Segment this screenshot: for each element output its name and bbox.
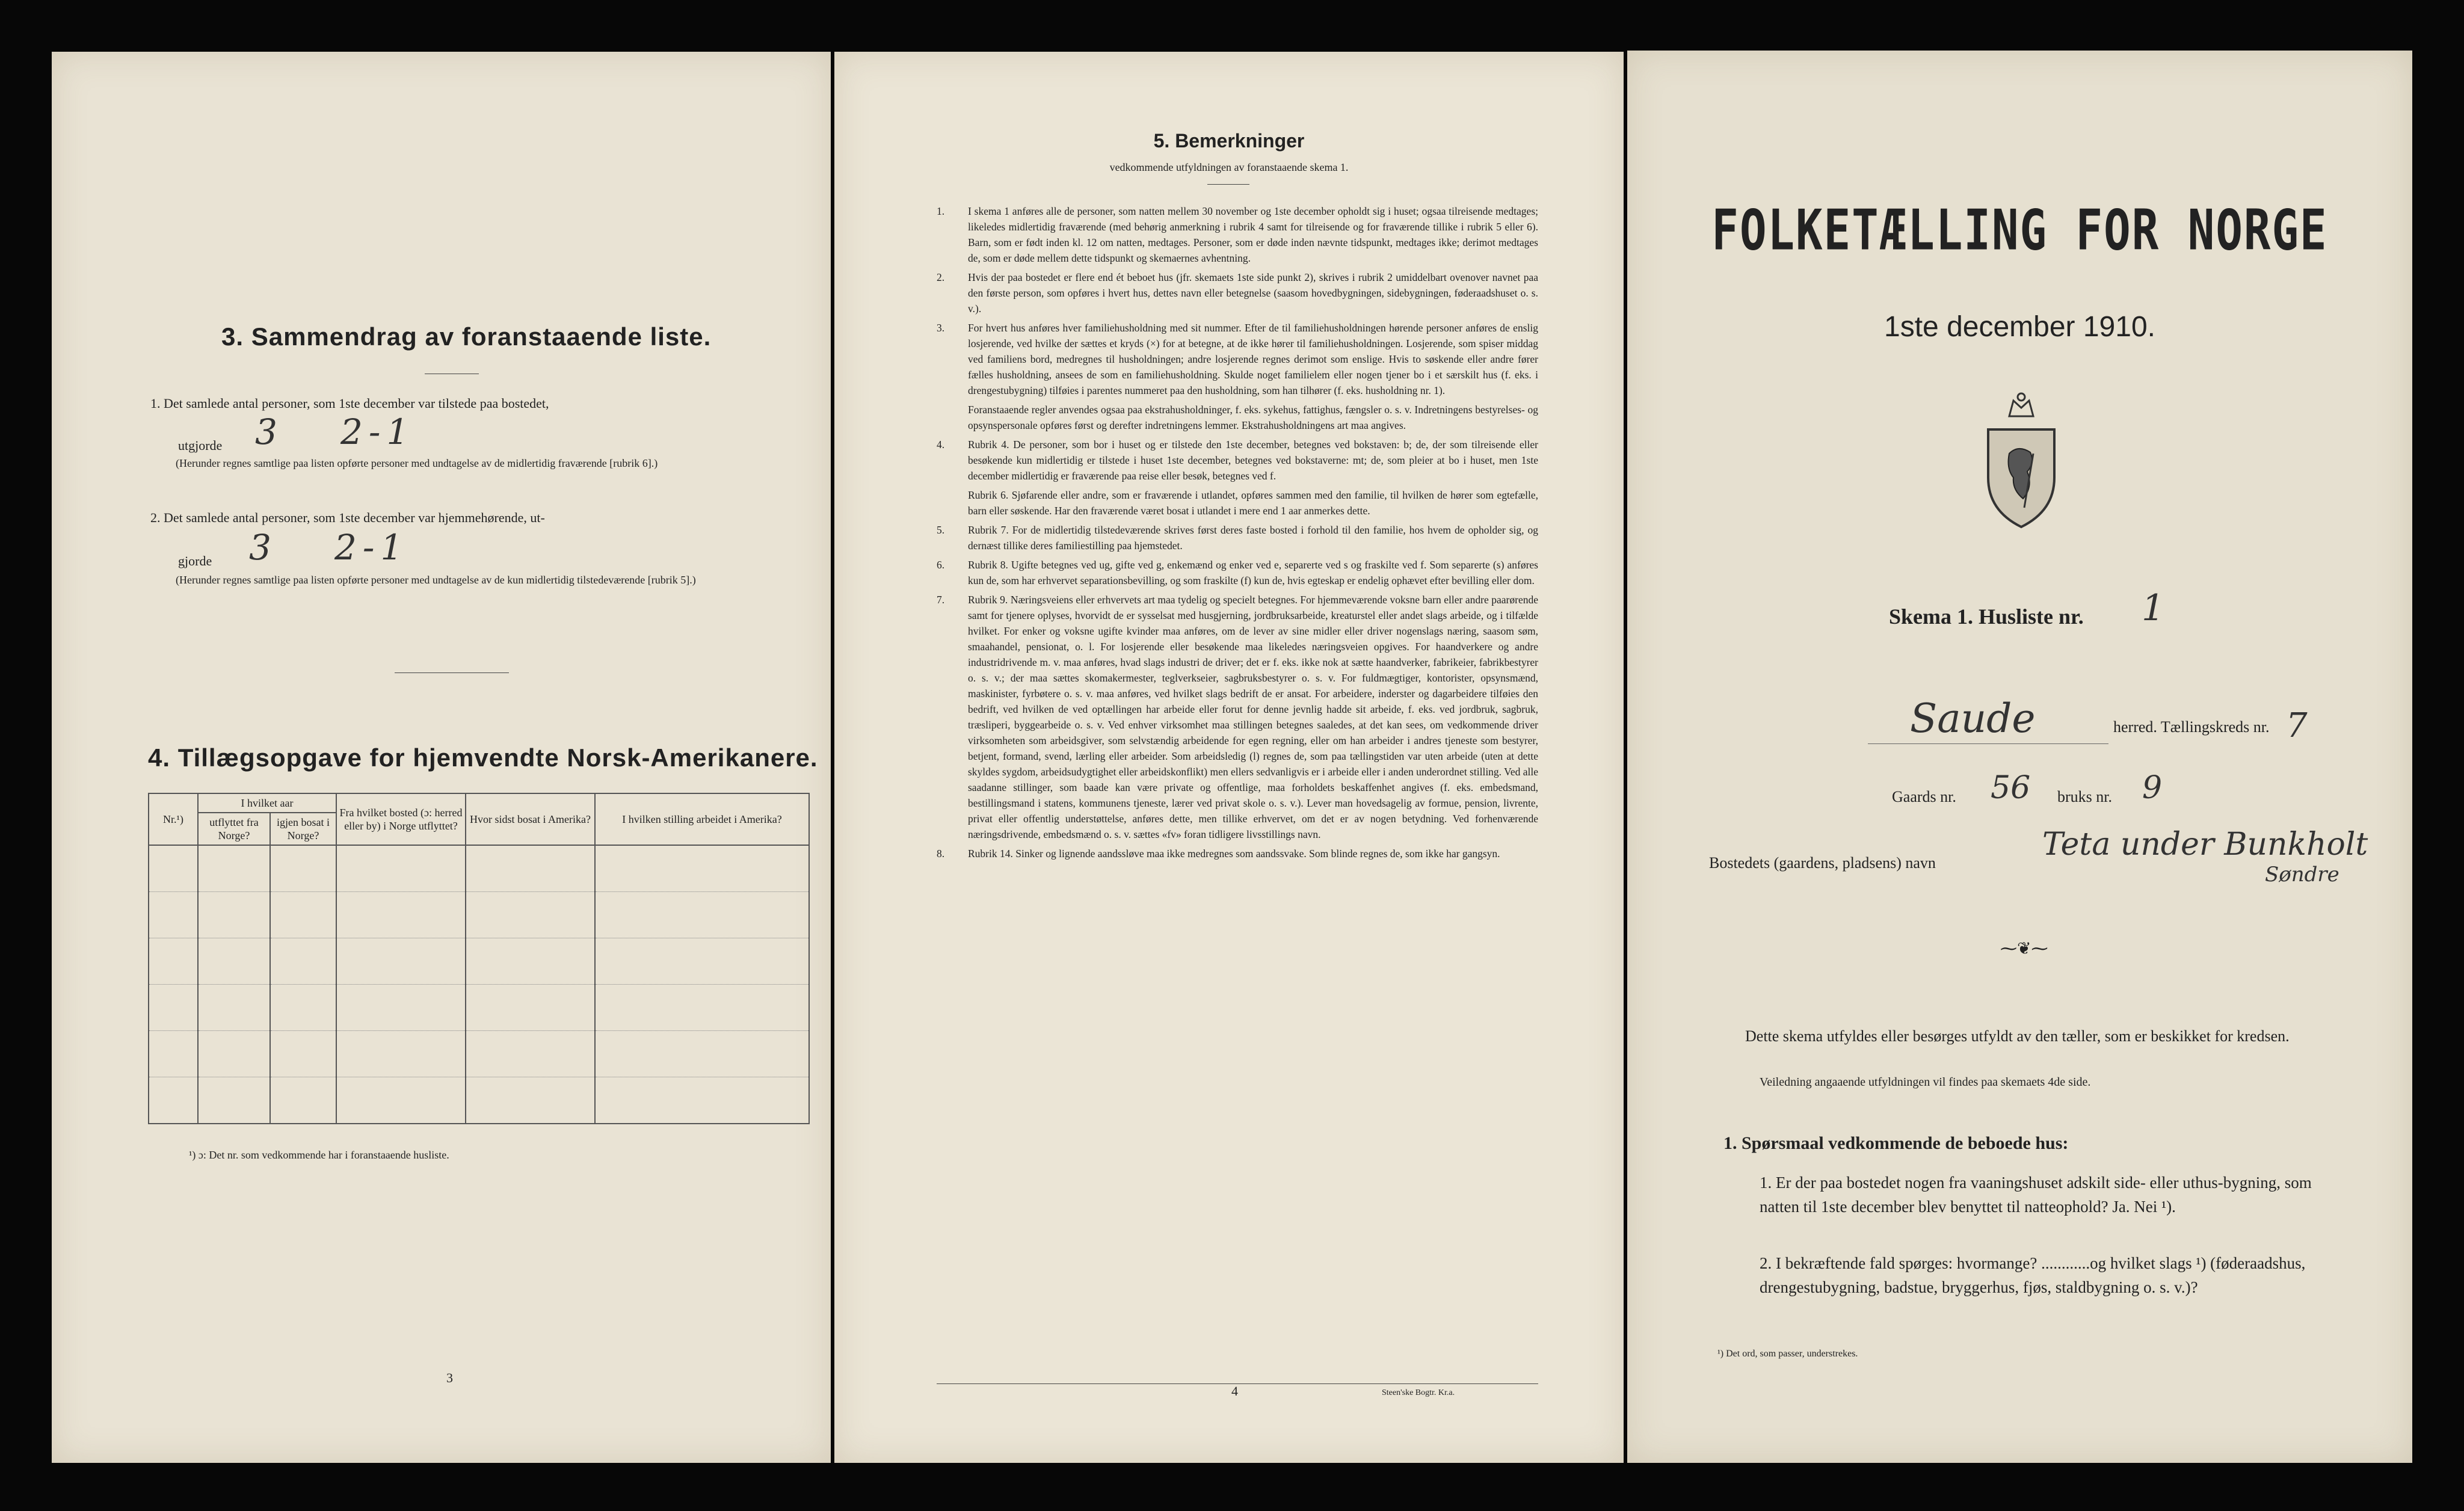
item-2-label: gjorde bbox=[178, 553, 212, 568]
ornament-icon: ⁓❦⁓ bbox=[2000, 940, 2048, 958]
table-row bbox=[149, 1031, 809, 1077]
table-row bbox=[149, 1077, 809, 1124]
bosted-value: Teta under Bunkholt bbox=[2042, 826, 2368, 863]
list-item: Rubrik 6. Sjøfarende eller andre, som er fraværende i utlandet, opføres sammen med den familie, til hvilken de hører som egtefælle, barn eller søskende. Har den fraværende været bosat i utlandet i mere end 1 aar anmerkes dette. bbox=[968, 489, 1538, 517]
col-aar: I hvilket aar bbox=[198, 793, 336, 813]
page-1-cover bbox=[1627, 51, 2412, 1463]
bosted-value-2: Søndre bbox=[2265, 863, 2339, 887]
col-stilling: I hvilken stilling arbeidet i Amerika? bbox=[595, 793, 809, 845]
list-item: 5. Rubrik 7. For de midlertidig tilstedeværende skrives først deres faste bosted i forhold til den familie, hos hvem de opholder sig, og dernæst tillike deres familiestilling paa hjemstedet. bbox=[937, 524, 1538, 552]
col-bosted: Fra hvilket bosted (ɔ: herred eller by) i Norge utflyttet? bbox=[336, 793, 466, 845]
footnote: ¹) ɔ: Det nr. som vedkommende har i foranstaaende husliste. bbox=[189, 1149, 449, 1161]
item-1-label: utgjorde bbox=[178, 438, 223, 453]
list-item: 3. For hvert hus anføres hver familiehusholdning med sit nummer. Efter de til familiehusholdningen hørende personer anføres de enslig losjerende, ved hvilke der sættes et kryds (×) for at betegne, at de ikke hører til familiehusholdningen. Losjerende, som spiser middag ved familiens bord, medregnes til husholdningen; andre losjerende regnes derimot som enslige. Hvis to søskende eller andre fører fælles husholdning, ansees de som en familiehusholdning. Skulde noget familielem eller nogen tjener bo i et særskilt hus (f. eks. i drengestubygning) tilføies i parentes nummeret paa den husholdning, som han tilhører (f. eks. husholdning nr. 1). bbox=[937, 322, 1538, 396]
page-3 bbox=[52, 52, 831, 1463]
question-title: 1. Spørsmaal vedkommende de beboede hus: bbox=[1723, 1133, 2069, 1153]
list-item: 8. Rubrik 14. Sinker og lignende aandssløve maa ikke medregnes som aandssvake. Som blinde regnes de, som ikke har gangsyn. bbox=[937, 848, 1500, 860]
table-row bbox=[149, 985, 809, 1031]
kreds-number: 7 bbox=[2286, 706, 2308, 745]
divider bbox=[1207, 184, 1249, 185]
col-utflyttet: utflyttet fra Norge? bbox=[198, 813, 270, 845]
guidance-text: Veiledning angaaende utfyldningen vil findes paa skemaets 4de side. bbox=[1760, 1076, 2091, 1089]
form-date: 1ste december 1910. bbox=[1884, 311, 2155, 343]
norsk-amerikanere-table bbox=[148, 793, 810, 1124]
question-2: 2. I bekræftende fald spørges: hvormange? ............og hvilket slags ¹) (føderaadshus, drengestubygning, badstue, bryggerhus, fjøs, staldbygning o. s. v.)? bbox=[1760, 1254, 2306, 1296]
item-2-handwritten: 2-1 bbox=[334, 527, 409, 568]
remarks-subtitle: vedkommende utfyldningen av foranstaaende skema 1. bbox=[1109, 161, 1349, 173]
herred-label: herred. Tællingskreds nr. bbox=[2113, 718, 2270, 736]
instruction-text: Dette skema utfyldes eller besørges utfyldt av den tæller, som er beskikket for kredsen. bbox=[1745, 1027, 2290, 1045]
coat-of-arms-icon bbox=[1976, 387, 2066, 532]
list-item: 2. Hvis der paa bostedet er flere end ét beboet hus (jfr. skemaets 1ste side punkt 2), skrives i rubrik 2 umiddelbart ovenover navnet paa den første person, som opføres i hvert hus, dettes navn eller betegnelse (saasom hovedbygningen, sidebygningen, føderaadshuset o. s. v.). bbox=[937, 271, 1538, 315]
table-row bbox=[149, 938, 809, 985]
printer-mark: Steen'ske Bogtr. Kr.a. bbox=[1382, 1388, 1455, 1397]
list-item: Foranstaaende regler anvendes ogsaa paa ekstrahusholdninger, f. eks. sykehus, fattighus, fængsler o. s. v. Indretningens bestyrelses- og opsynspersonale opføres først og derefter indretningens lemmer. Ekstrahusholdningens art maa angives. bbox=[968, 404, 1538, 431]
remarks-list bbox=[937, 203, 1538, 865]
col-igjen: igjen bosat i Norge? bbox=[270, 813, 336, 845]
list-item: 6. Rubrik 8. Ugifte betegnes ved ug, gifte ved g, enkemænd og enker ved e, separerte ved s og fraskilte ved f. Som separerte (s) anføres kun de, som har erhvervet separationsbevilling, og som fraskilte (f) kun de, hvis egteskap er endelig ophævet efter bevilling eller dom. bbox=[937, 559, 1538, 586]
item-1-text: 1. Det samlede antal personer, som 1ste december var tilstede paa bostedet, bbox=[150, 396, 549, 411]
underline bbox=[1868, 743, 2108, 744]
bosted-label: Bostedets (gaardens, pladsens) navn bbox=[1709, 854, 1936, 872]
item-2-value: 3 bbox=[249, 527, 271, 568]
gaards-number: 56 bbox=[1991, 770, 2031, 806]
list-item: 4. Rubrik 4. De personer, som bor i huset og er tilstede den 1ste december, betegnes ved bokstaven: b; de, der som tilreisende eller besøkende kun midlertidig er tilstede i huset 1ste december, betegnes ved bokstaverne: mt; de, som pleier at bo i huset, men 1ste december midlertidig er fraværende paa reise eller besøk, betegnes ved f. bbox=[937, 439, 1538, 482]
col-amerika: Hvor sidst bosat i Amerika? bbox=[466, 793, 595, 845]
item-1-value: 3 bbox=[255, 411, 277, 452]
gaards-label: Gaards nr. bbox=[1892, 788, 1956, 805]
col-nr: Nr.¹) bbox=[149, 793, 198, 845]
herred-value: Saude bbox=[1910, 695, 2036, 742]
list-item: 7. Rubrik 9. Næringsveiens eller erhvervets art maa tydelig og specielt betegnes. For hjemmeværende voksne barn eller andre paarørende samt for tjenere oplyses, hvorvidt de er sysselsat med husgjerning, jordbruksarbeide, kreaturstel eller andet slags arbeide, og i tilfælde hvilket. For enker og voksne ugifte kvinder maa anføres, om de lever av sine midler eller driver nogenslags næring, saasom søm, smaahandel, pensionat, o. l. For losjerende eller besøkende maa likeledes næringsveien opgives. For haandverkere og andre industridrivende m. v. maa anføres, hvad slags industri de driver; det er f. eks. ikke nok at sætte haandverker, fabrikeier, fabrikbestyrer o. s. v.; der maa sættes skomakermester, teglverkseier, sagbruksbestyrer o. s. v. For fuldmægtiger, kontorister, opsynsmænd, maskinister, fyrbøtere o. s. v. maa anføres, ved hvilket slags bedrift de er ansat. For arbeidere, inderster og dagarbeidere tilføies den bedrift, ved hvilken de ved optællingen har arbeide eller forut for denne jevnlig hadde sit arbeide, f. eks. ved jordbruk, sagbruk, træsliperi, byggearbeide o. s. v. Ved enhver virksomhet maa stillingen betegnes saaledes, at det kan sees, om vedkommende driver virksomheten som arbeidsgiver, som selvstændig arbeidende for egen regning, eller om han arbeider i andres tjeneste som bestyrer, betjent, formand, svend, lærling eller arbeider. Som arbeidsledig (l) regnes de, som paa tællingstiden var uten arbeide (uten at dette skyldes sygdom, arbeidsudygtighet eller arbeidskonflikt) men ellers sedvanligvis er i arbeide eller i anden underordnet stilling. Ved alle saadanne stillinger, som baade kan være private og offentlige, maa forholdets beskaffenhet angives (f. eks. embedsmand, bestillingsmand i statens, kommunens tjeneste, lærer ved privat skole o. s. v.). Lever man hovedsagelig av formue, pension, livrente, privat eller offentlig understøttelse, anføres dette, men tillike erhvervet, om det er av nogen betydning. Ved forhenværende næringsdrivende, embedsmænd o. s. v. sættes «fv» foran tidligere livsstillings navn. bbox=[937, 594, 1538, 840]
husliste-number: 1 bbox=[2142, 587, 2165, 629]
divider bbox=[395, 672, 509, 673]
remarks-title: 5. Bemerkninger bbox=[1153, 130, 1305, 152]
list-item: 1. I skema 1 anføres alle de personer, som natten mellem 30 november og 1ste december opholdt sig i huset; ogsaa tilreisende medtages; likeledes midlertidig fraværende (med behørig anmerkning i rubrik 4 samt for tilreisende og for fraværende tillike i rubrik 5 eller 6). Barn, som er født inden kl. 12 om natten, medtages. Personer, som er døde inden nævnte tidspunkt, medtages ikke; derimot medtages de, som er døde mellem dette tidspunkt og skemaernes avhentning. bbox=[937, 205, 1538, 264]
item-2-text: 2. Det samlede antal personer, som 1ste december var hjemmehørende, ut- bbox=[150, 510, 545, 525]
page-4 bbox=[834, 52, 1624, 1463]
item-1-handwritten: 2-1 bbox=[340, 411, 415, 452]
item-2-note: (Herunder regnes samtlige paa listen opførte personer med undtagelse av de kun midlertidig tilstedeværende [rubrik 5].) bbox=[176, 574, 696, 586]
item-1-note: (Herunder regnes samtlige paa listen opførte personer med undtagelse av de midlertidig fraværende [rubrik 6].) bbox=[176, 457, 658, 469]
form-title: FOLKETÆLLING FOR NORGE bbox=[1711, 198, 2328, 263]
page-number: 4 bbox=[1231, 1383, 1238, 1399]
footnote: ¹) Det ord, som passer, understrekes. bbox=[1717, 1349, 1858, 1359]
table-row bbox=[149, 845, 809, 892]
table-row bbox=[149, 892, 809, 938]
bruks-label: bruks nr. bbox=[2057, 788, 2112, 805]
bruks-number: 9 bbox=[2142, 770, 2163, 806]
question-1: 1. Er der paa bostedet nogen fra vaaningshuset adskilt side- eller uthus-bygning, som natten til 1ste december blev benyttet til natteophold? Ja. Nei ¹). bbox=[1760, 1174, 2312, 1216]
section-4-title: 4. Tillægsopgave for hjemvendte Norsk-Amerikanere. bbox=[148, 743, 818, 772]
page-number: 3 bbox=[446, 1370, 453, 1385]
schema-label: Skema 1. Husliste nr. bbox=[1889, 605, 2084, 629]
section-3-title: 3. Sammendrag av foranstaaende liste. bbox=[221, 322, 712, 351]
